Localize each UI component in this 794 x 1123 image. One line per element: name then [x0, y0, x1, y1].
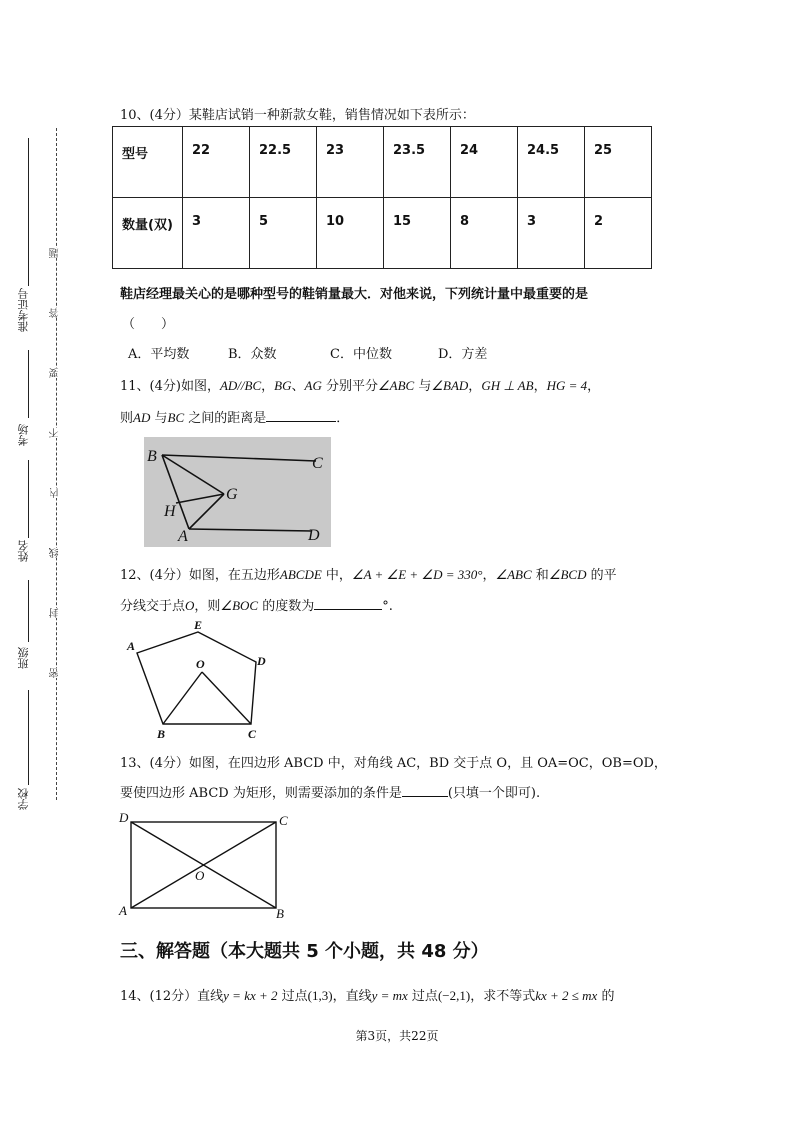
- q11-text: ，: [533, 379, 547, 394]
- q13-label-d: D: [119, 810, 129, 825]
- q12-label-a: A: [127, 639, 136, 653]
- binding-solid-line-2: [28, 350, 29, 418]
- table-cell: 23: [317, 127, 384, 198]
- table-cell: 5: [250, 198, 317, 269]
- seal-char-3: 要: [50, 368, 61, 378]
- binding-label-exam-room: 考场: [17, 424, 30, 446]
- table-row: [113, 198, 652, 269]
- q11-math: HG = 4: [546, 378, 588, 393]
- q11-text: ．: [336, 411, 350, 426]
- q12-text: 的度数为: [258, 599, 315, 614]
- table-cell: 25: [585, 127, 652, 198]
- seal-char-4: 不: [50, 428, 61, 438]
- q13-text: (只填一个即可).: [447, 786, 541, 801]
- q11-label-g: G: [226, 486, 238, 503]
- table-cell: 3: [518, 198, 585, 269]
- q14-text: ，求不等式: [470, 989, 536, 1004]
- q12-label-b: B: [157, 727, 166, 741]
- table-cell: 22.5: [250, 127, 317, 198]
- seal-char-2: 答: [50, 308, 61, 318]
- binding-label-name: 姓名: [17, 540, 30, 562]
- shoe-sales-table: [112, 126, 652, 269]
- q11-text: ，: [587, 379, 601, 394]
- q12-answer-blank[interactable]: [314, 597, 382, 610]
- q10-option-a: A．平均数: [128, 347, 190, 362]
- q11-label-c: C: [312, 455, 323, 472]
- section-title: 三、解答题（本大题共 5 个小题，共 48 分）: [120, 941, 489, 962]
- binding-label-exam-number: 准考证号: [17, 288, 30, 332]
- q14-text: 的: [597, 989, 615, 1004]
- q13-label-a: A: [119, 903, 127, 918]
- q12-label-e: E: [194, 618, 203, 632]
- q10-option-d: D．方差: [438, 347, 488, 362]
- q13-rectangle-figure: [116, 808, 296, 924]
- q12-math: O: [185, 598, 195, 613]
- seal-char-7: 封: [50, 608, 61, 618]
- q14-text: 过点: [277, 989, 308, 1004]
- binding-label-class: 班级: [17, 647, 30, 669]
- table-cell: 24: [451, 127, 518, 198]
- q11-text: 则: [120, 411, 134, 426]
- q11-math: AD: [133, 410, 151, 425]
- q11-math: AD//BC: [219, 378, 262, 393]
- q11-label-b: B: [147, 448, 157, 465]
- q12-line2: [120, 595, 393, 614]
- binding-dashed-line: [56, 128, 57, 800]
- q14-math: kx + 2 ≤ mx: [535, 988, 598, 1003]
- q11-text: 之间的距离是: [184, 411, 267, 426]
- page-footer: 第3页，共22页: [355, 1029, 439, 1043]
- table-cell: 型号: [113, 127, 183, 198]
- table-cell: 22: [183, 127, 250, 198]
- binding-solid-line-5: [28, 690, 29, 785]
- q14-math: (−2,1): [437, 988, 471, 1003]
- q11-math: GH ⊥ AB: [481, 378, 534, 393]
- q12-text: 12、(4分）如图，在五边形: [120, 568, 280, 583]
- q11-label-h: H: [164, 503, 176, 520]
- q12-math: ∠BCD: [548, 567, 587, 582]
- q12-text: 的平: [586, 568, 617, 583]
- q14-text: ，直线: [332, 989, 372, 1004]
- q11-text: 与: [414, 379, 432, 394]
- q12-pentagon-figure: [120, 615, 290, 743]
- binding-label-school: 学校: [17, 788, 30, 810]
- q13-label-o: O: [195, 868, 205, 883]
- table-cell: 8: [451, 198, 518, 269]
- table-cell: 24.5: [518, 127, 585, 198]
- q12-math: ∠BOC: [220, 598, 259, 613]
- q11-text: 11、(4分)如图，: [120, 379, 220, 394]
- table-cell: 3: [183, 198, 250, 269]
- table-cell: 10: [317, 198, 384, 269]
- seal-char-1: 题: [50, 248, 61, 258]
- q11-text: 与: [150, 411, 168, 426]
- q12-label-d: D: [257, 654, 266, 668]
- q14-math: (1,3): [307, 988, 333, 1003]
- q11-label-a: A: [178, 528, 188, 545]
- q10-stem: 10、(4分）某鞋店试销一种新款女鞋，销售情况如下表所示：: [120, 108, 475, 123]
- q11-figure-svg: [144, 437, 331, 547]
- q12-label-o: O: [196, 657, 205, 671]
- q14-math: y = kx + 2: [223, 988, 278, 1003]
- q12-math: ABCDE: [279, 567, 322, 582]
- table-row: [113, 127, 652, 198]
- q12-math: ∠A + ∠E + ∠D = 330°: [351, 567, 483, 582]
- q11-math: BC: [167, 410, 185, 425]
- table-cell: 15: [384, 198, 451, 269]
- q11-math: BG: [274, 378, 292, 393]
- q12-text: ，: [482, 568, 496, 583]
- seal-char-5: 内: [50, 488, 61, 498]
- q12-text: ，则: [194, 599, 221, 614]
- q11-line2: [120, 407, 349, 426]
- q13-label-c: C: [279, 813, 288, 828]
- q12-line1: [120, 564, 617, 583]
- q12-text: 分线交于点: [120, 599, 186, 614]
- binding-solid-line-4: [28, 580, 29, 642]
- q14-math: y = mx: [371, 988, 408, 1003]
- q11-figure: [144, 437, 331, 547]
- q11-answer-blank[interactable]: [266, 409, 336, 422]
- q10-option-b: B．众数: [228, 347, 277, 362]
- seal-char-8: 密: [50, 668, 61, 678]
- q11-text: ，: [261, 379, 275, 394]
- table-cell: 2: [585, 198, 652, 269]
- q13-label-b: B: [276, 906, 284, 921]
- q11-math: ∠BAD: [431, 378, 469, 393]
- seal-char-6: 线: [50, 548, 61, 558]
- q11-label-d: D: [308, 527, 320, 544]
- q11-line1: [120, 375, 600, 394]
- q11-math: ∠ABC: [378, 378, 415, 393]
- q13-text: 要使四边形 ABCD 为矩形，则需要添加的条件是: [120, 786, 402, 801]
- q12-text: 中，: [321, 568, 352, 583]
- binding-solid-line-3: [28, 460, 29, 538]
- q10-option-c: C．中位数: [330, 347, 392, 362]
- q11-text: 分别平分: [321, 379, 378, 394]
- q10-line2: 鞋店经理最关心的是哪种型号的鞋销量最大．对他来说，下列统计量中最重要的是: [120, 287, 589, 302]
- q10-paren: （ ）: [122, 317, 175, 332]
- table-cell: 数量(双): [113, 198, 183, 269]
- q11-text: ，: [468, 379, 482, 394]
- q14-text: 过点: [407, 989, 438, 1004]
- q12-label-c: C: [248, 727, 257, 741]
- q12-text: °.: [382, 599, 393, 614]
- q13-line1: 13、(4分）如图，在四边形 ABCD 中，对角线 AC，BD 交于点 O，且 OA=OC，OB=OD，: [120, 756, 667, 771]
- q12-math: ∠ABC: [495, 567, 532, 582]
- q14-text: 14、(12分）直线: [120, 989, 224, 1004]
- q11-math: AG: [304, 378, 322, 393]
- binding-solid-line-1: [28, 138, 29, 286]
- q13-answer-blank[interactable]: [402, 784, 448, 797]
- table-cell: 23.5: [384, 127, 451, 198]
- q12-text: 和: [531, 568, 549, 583]
- q13-line2: [120, 782, 540, 801]
- q11-text: 、: [291, 379, 305, 394]
- q14-line1: [120, 985, 614, 1004]
